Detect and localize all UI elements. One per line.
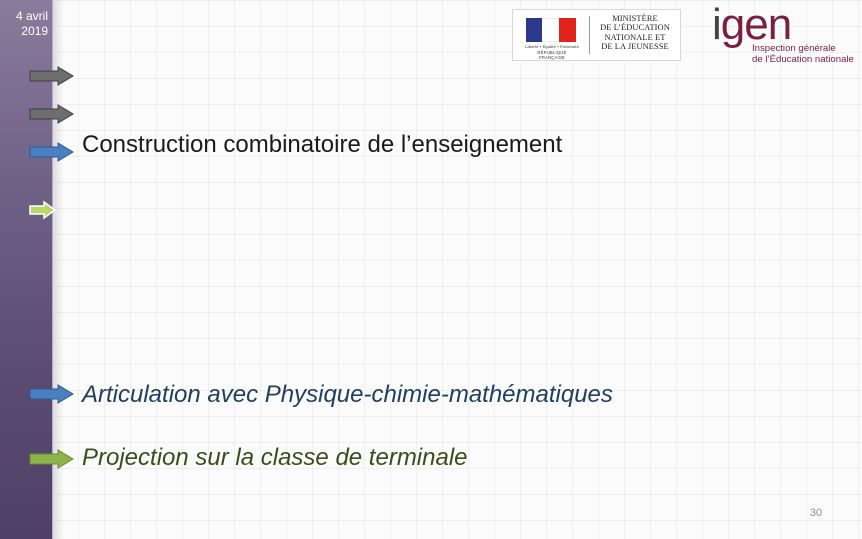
ministry-name (593, 14, 677, 52)
ministry-line: MINISTÈRE (612, 14, 658, 23)
bullet-articulation: Articulation avec Physique-chimie-mathématiques (82, 381, 613, 408)
igen-logo (712, 2, 791, 48)
blue-arrow-icon (28, 384, 74, 400)
ministry-logo (512, 9, 681, 61)
igen-logo-i: i (712, 0, 721, 49)
gray-arrow-icon (28, 104, 74, 120)
igen-logo-gen: gen (720, 0, 792, 49)
ministry-line: DE LA JEUNESSE (601, 42, 669, 52)
green-arrow-icon (28, 449, 74, 465)
date-line-2: 2019 (21, 24, 48, 38)
slide-heading: Construction combinatoire de l’enseignement (82, 131, 563, 158)
marianne-logo (526, 18, 576, 42)
logo-divider (589, 16, 590, 54)
ministry-line: NATIONALE ET (604, 32, 666, 42)
date-line-1: 4 avril (15, 9, 48, 23)
date-label (0, 9, 48, 39)
gray-arrow-icon (28, 66, 74, 82)
ministry-line: DE L’ÉDUCATION (600, 23, 670, 33)
blue-arrow-icon (28, 142, 74, 158)
bullet-projection: Projection sur la classe de terminale (82, 444, 468, 471)
marianne-name: RÉPUBLIQUE FRANÇAISE (537, 50, 567, 60)
marianne-motto: Liberté • Égalité • Fraternité (525, 45, 579, 49)
green-arrow-icon (28, 200, 74, 216)
igen-subtitle-line-2: de l’Éducation nationale (752, 54, 854, 65)
igen-subtitle-line-1: Inspection générale (752, 43, 836, 54)
page-number: 30 (809, 507, 823, 519)
igen-subtitle (752, 43, 854, 65)
